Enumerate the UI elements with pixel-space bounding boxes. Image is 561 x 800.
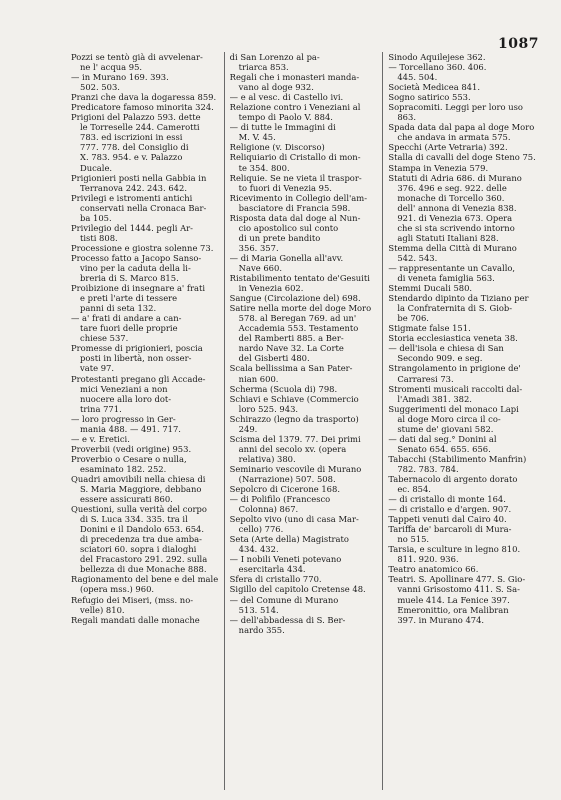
index-entry: Stalla di cavalli del doge Steno 75. — [388, 152, 536, 163]
index-entry: Sopracomiti. Leggi per loro uso 863. — [388, 102, 523, 123]
index-entry: Ragionamento del bene e del male (opera mss.) 960. — [71, 574, 219, 595]
index-entry: Pozzi se tentò già di avvelenar- ne l' acqua 95. — [71, 52, 203, 73]
index-entry: Stemma della Città di Murano 542. 543. — [388, 242, 517, 263]
index-entry: — del Comune di Murano 513. 514. — [229, 594, 339, 615]
index-entry: Stromenti musicali raccolti dal- l'Amadi 381. 382. — [388, 383, 523, 404]
index-entry: Sinodo Aquilejese 362. — [388, 52, 486, 62]
index-entry: Risposta data dal doge al Nun- cio apostolico sul conto di un prete bandito 356. 357. — [229, 212, 361, 253]
index-entry: Sepolto vivo (uno di casa Mar- cello) 776. — [229, 514, 359, 535]
index-entry: di San Lorenzo al pa- triarca 853. — [229, 52, 320, 73]
index-column-2 — [224, 52, 383, 790]
index-column-3 — [382, 52, 541, 790]
index-column-1 — [66, 52, 224, 790]
index-entry: Ristabilimento tentato de'Gesuiti in Venezia 602. — [229, 273, 370, 294]
index-entry: Scala bellissima a San Pater- nian 600. — [229, 363, 353, 384]
index-entry: Teatri. S. Apollinare 477. S. Gio- vanni Grisostomo 411. S. Sa- muele 414. La Fenice 397. Emeronittio, ora Malibran 397. in Murano 474. — [388, 574, 526, 625]
index-entry: — loro progresso in Ger- mania 488. — 491. 717. — [71, 413, 181, 434]
index-columns — [66, 52, 541, 790]
index-entry: Refugio dei Miseri, (mss. no- velle) 810. — [71, 594, 194, 615]
index-entry: Specchi (Arte Vetraria) 392. — [388, 142, 508, 153]
index-entry: Suggerimenti del monaco Lapi al doge Moro circa il co- stume de' giovani 582. — [388, 403, 519, 434]
index-entry: Tarsia, e sculture in legno 810. 811. 920. 936. — [388, 544, 521, 565]
index-entry: Spada data dal papa al doge Moro che andava in armata 575. — [388, 122, 535, 143]
index-entry: Schiavi e Schiave (Commercio loro 525. 943. — [229, 393, 359, 414]
index-entry: Teatro anatomico 66. — [388, 564, 479, 575]
index-entry: Proibizione di insegnare a' frati e preti l'arte di tessere panni di seta 132. — [71, 283, 206, 314]
index-entry: Tariffa de' barcaroli di Mura- no 515. — [388, 524, 512, 545]
index-entry: Satire nella morte del doge Moro 578. al Beregan 769. ad un' Accademia 553. Testamento del Ramberti 885. a Ber- nardo Nave 32. La Corte del Gisberti 480. — [229, 303, 372, 364]
index-entry: Predicatore famoso minorita 324. — [71, 102, 214, 113]
index-entry: — di Polifilo (Francesco Colonna) 867. — [229, 494, 331, 515]
index-entry: Società Medicea 841. — [388, 82, 480, 93]
index-entry: Privilegio del 1444. pegli Ar- tisti 808. — [71, 222, 193, 243]
index-entry: — e v. Eretici. — [71, 433, 130, 444]
index-entry: Schirazzo (legno da trasporto) 249. — [229, 413, 359, 434]
index-entry: Tabernacolo di argento dorato ec. 854. — [388, 473, 518, 495]
index-entry: Sfera di cristallo 770. — [229, 574, 322, 585]
index-entry: Regali mandati dalle monache — [71, 614, 200, 625]
index-entry: Prigioni del Palazzo 593. dette le Torreselle 244. Camerotti 783. ed iscrizioni in essi 777. 778. del Consiglio di X. 783. 954. e v. Palazzo Ducale. — [71, 112, 201, 173]
index-entry: Processione e giostra solenne 73. — [71, 242, 214, 253]
index-entry: Scherma (Scuola di) 798. — [229, 383, 338, 394]
index-entry: Ricevimento in Collegio dell'am- basciatore di Francia 598. — [229, 192, 368, 213]
index-entry: — dati dal seg.° Donini al Senato 654. 655. 656. — [388, 433, 497, 454]
page-number: 1087 — [498, 36, 539, 52]
index-entry: — di tutte le Immagini di M. V. 45. — [229, 122, 336, 143]
index-entry: — Torcellano 360. 406. 445. 504. — [388, 62, 487, 83]
index-entry: Tappeti venuti dal Cairo 40. — [388, 514, 507, 525]
index-entry: Privilegi e istromenti antichi conservati nella Cronaca Bar- ba 105. — [71, 192, 207, 223]
index-entry: — di cristallo e d'argen. 907. — [388, 504, 512, 515]
index-entry: Prigionieri posti nella Gabbia in Terranova 242. 243. 642. — [71, 172, 207, 193]
index-entry: Seta (Arte della) Magistrato 434. 432. — [229, 534, 349, 555]
index-entry: Regali che i monasteri manda- vano al doge 932. — [229, 72, 360, 93]
index-entry: — di Maria Gonella all'avv. Nave 660. — [229, 252, 344, 273]
index-entry: Pranzi che dava la dogaressa 859. — [71, 92, 217, 103]
index-entry: Storia ecclesiastica veneta 38. — [388, 333, 518, 344]
index-entry: Stendardo dipinto da Tiziano per la Confraternita di S. Giob- be 706. — [388, 293, 529, 324]
index-entry: Promesse di prigionieri, poscia posti in libertà, non osser- vate 97. — [71, 343, 203, 374]
index-entry: Seminario vescovile di Murano (Narrazione) 507. 508. — [229, 463, 362, 484]
index-entry: Sepolcro di Cicerone 168. — [229, 484, 340, 495]
index-entry: — a' frati di andare a can- tare fuori delle proprie chiese 537. — [71, 313, 182, 344]
index-entry: Sigillo del capitolo Cretense 48. — [229, 584, 366, 595]
index-entry: — dell'abbadessa di S. Ber- nardo 355. — [229, 614, 346, 635]
index-entry: Relazione contro i Veneziani al tempo di Paolo V. 884. — [229, 102, 361, 123]
index-entry: Sangue (Circolazione del) 698. — [229, 293, 361, 304]
index-entry: — I nobili Veneti potevano esercitarla 434. — [229, 554, 342, 575]
index-entry: — rappresentante un Cavallo, di veneta famiglia 563. — [388, 262, 516, 284]
index-entry: Religione (v. Discorso) — [229, 142, 325, 153]
index-entry: Sogno satirico 553. — [388, 92, 471, 103]
index-entry: Reliquie. Se ne vieta il traspor- to fuori di Venezia 95. — [229, 172, 362, 193]
index-entry: Stigmate false 151. — [388, 323, 471, 334]
index-entry: — e al vesc. di Castello ivi. — [229, 92, 344, 103]
index-entry: — di cristallo di monte 164. — [388, 494, 506, 505]
index-entry: — in Murano 169. 393. 502. 503. — [71, 72, 169, 93]
index-entry: Proverbii (vedi origine) 953. — [71, 443, 192, 454]
index-entry: Stampa in Venezia 579. — [388, 162, 489, 173]
index-entry: Scisma del 1379. 77. Dei primi anni del secolo xv. (opera relativa) 380. — [229, 433, 361, 464]
index-entry: Questioni, sulla verità del corpo di S. Luca 334. 335. tra il Donini e il Dandolo 653. 654. di precedenza tra due amba- sciatori 60. sopra i dialoghi del Fracastoro 291. 292. sulla bellezza di due Monache 888. — [71, 504, 208, 575]
index-entry: Proverbio o Cesare o nulla, esaminato 182. 252. — [71, 453, 187, 474]
index-entry: Statuti di Adria 686. di Murano 376. 496 e seg. 922. delle monache di Torcello 360. dell' annona di Venezia 838. 921. di Venezia 673. Opera che si sta scrivendo intorno agli Statuti Italiani 828. — [388, 172, 522, 243]
index-entry: Quadri amovibili nella chiesa di S. Maria Maggiore, debbano essere assicurati 860. — [71, 473, 206, 505]
index-entry: Tabacchi (Stabilimento Manfrin) 782. 783. 784. — [388, 453, 527, 474]
index-entry: Stemmi Ducali 580. — [388, 283, 473, 294]
index-entry: Processo fatto a Jacopo Sanso- vino per la caduta della li- breria di S. Marco 815. — [71, 252, 202, 284]
index-entry: — dell'isola e chiesa di San Secondo 909. e seg. — [388, 343, 504, 364]
index-entry: Protestanti pregano gli Accade- mici Veneziani a non nuocere alla loro dot- trina 771. — [71, 373, 206, 414]
index-entry: Reliquiario di Cristallo di mon- te 354. 800. — [229, 152, 361, 173]
index-entry: Strangolamento in prigione de' Carraresi 73. — [388, 363, 521, 384]
